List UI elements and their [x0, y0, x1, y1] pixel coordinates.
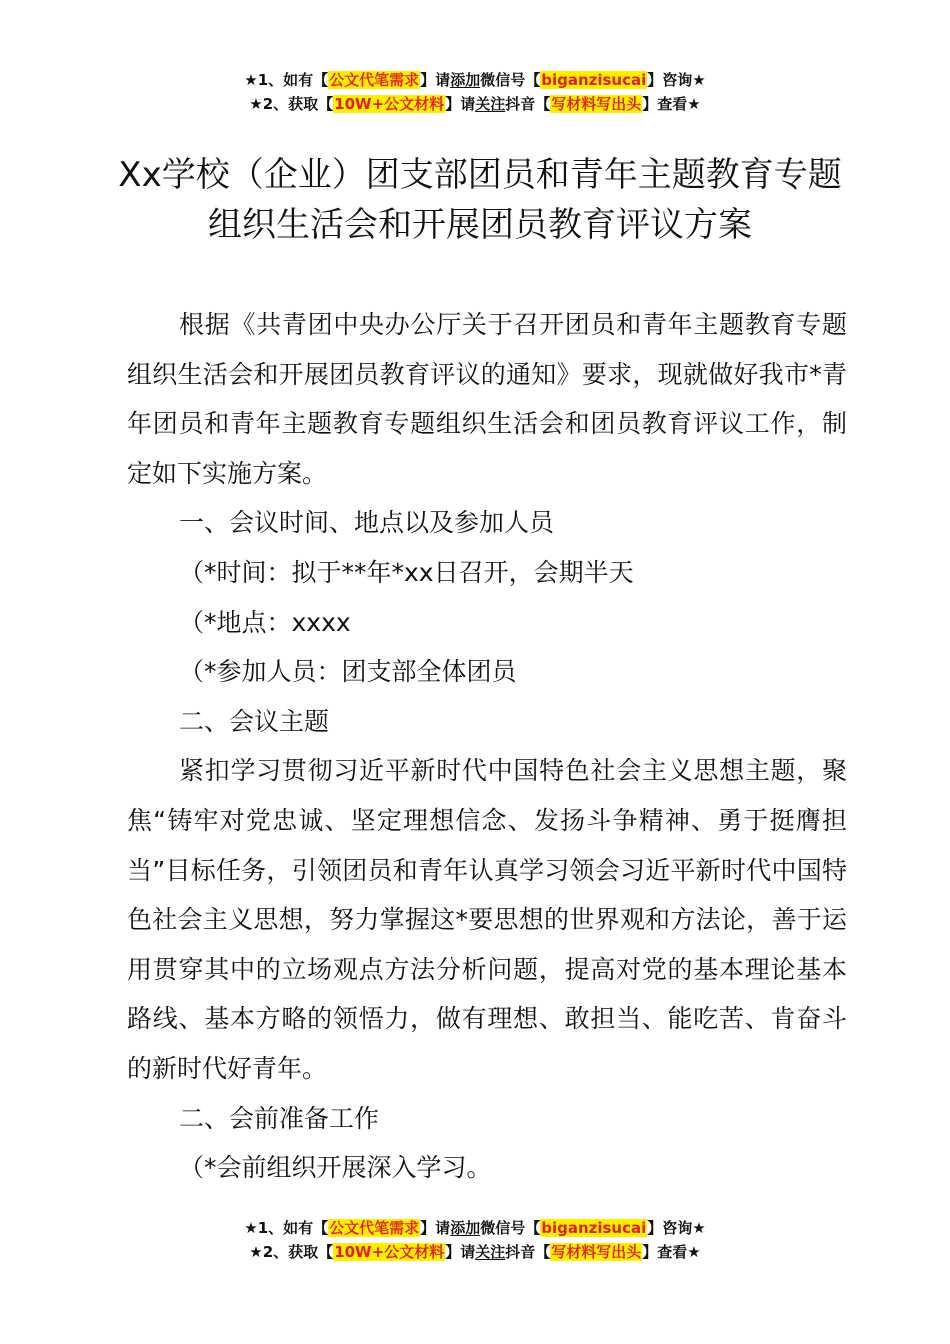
meeting-time: （*时间：拟于**年*xx日召开，会期半天: [179, 557, 634, 587]
section-heading: 二、会议主题: [179, 706, 330, 736]
promo-text: 微信号【: [480, 71, 541, 89]
promo-text: 】查看★: [642, 1243, 701, 1261]
promo-text: 】咨询★: [647, 71, 706, 89]
theme-paragraph: 紧扣学习贯彻习近平新时代中国特色社会主义思想主题，聚焦“铸牢对党忠诚、坚定理想信念、发扬斗争精神、勇于挺膺担当”目标任务，引领团员和青年认真学习领会习近平新时代中国特色社会主义思想，努力掌握这*要思想的世界观和方法论，善于运用贯穿其中的立场观点方法分析问题，提高对党的基本理论基本路线、基本方略的领悟力，做有理想、敢担当、能吃苦、肯奋斗的新时代好青年。: [127, 756, 847, 1083]
bottom-promo-banner: [0, 1216, 950, 1264]
promo-underlined: 添加: [450, 1219, 481, 1237]
intro-paragraph: 根据《共青团中央办公厅关于召开团员和青年主题教育专题组织生活会和开展团员教育评议的通知》要求，现就做好我市*青年团员和青年主题教育专题组织生活会和团员教育评议工作，制定如下实施方案。: [127, 310, 847, 488]
promo-text: 微信号【: [480, 1219, 541, 1237]
preparation-item: （*会前组织开展深入学习。: [179, 1153, 492, 1183]
promo-line-1: [0, 1216, 950, 1240]
promo-text: 】请: [420, 1219, 451, 1237]
promo-text: 抖音【: [505, 95, 551, 113]
promo-line-2: [0, 92, 950, 116]
promo-highlight: 10W+公文材料: [334, 95, 445, 113]
promo-text: 】请: [420, 71, 451, 89]
promo-text: 】查看★: [642, 95, 701, 113]
promo-underlined: 关注: [475, 1243, 506, 1261]
promo-highlight: 公文代笔需求: [329, 1219, 420, 1237]
promo-text: 抖音【: [505, 1243, 551, 1261]
promo-text: 】咨询★: [647, 1219, 706, 1237]
promo-highlight: 10W+公文材料: [334, 1243, 445, 1261]
promo-text: 】请: [445, 1243, 476, 1261]
douyin-id-highlight: 写材料写出头: [551, 95, 642, 113]
promo-text: ★2、获取【: [249, 1243, 334, 1261]
wechat-id-highlight: biganzisucai: [541, 71, 647, 89]
document-title: Xx学校（企业）团支部团员和青年主题教育专题组织生活会和开展团员教育评议方案: [118, 155, 842, 245]
promo-underlined: 添加: [450, 71, 481, 89]
meeting-attendees: （*参加人员：团支部全体团员: [179, 657, 517, 687]
section-heading: 一、会议时间、地点以及参加人员: [179, 508, 555, 538]
promo-line-2: [0, 1240, 950, 1264]
promo-highlight: 公文代笔需求: [329, 71, 420, 89]
promo-line-1: [0, 68, 950, 92]
section-heading: 二、会前准备工作: [179, 1103, 380, 1133]
document-body: [127, 300, 847, 1193]
douyin-id-highlight: 写材料写出头: [551, 1243, 642, 1261]
wechat-id-highlight: biganzisucai: [541, 1219, 647, 1237]
promo-text: ★1、如有【: [244, 71, 329, 89]
promo-underlined: 关注: [475, 95, 506, 113]
promo-text: ★2、获取【: [249, 95, 334, 113]
meeting-location: （*地点：xxxx: [179, 607, 351, 637]
promo-text: ★1、如有【: [244, 1219, 329, 1237]
promo-text: 】请: [445, 95, 476, 113]
top-promo-banner: [0, 68, 950, 116]
